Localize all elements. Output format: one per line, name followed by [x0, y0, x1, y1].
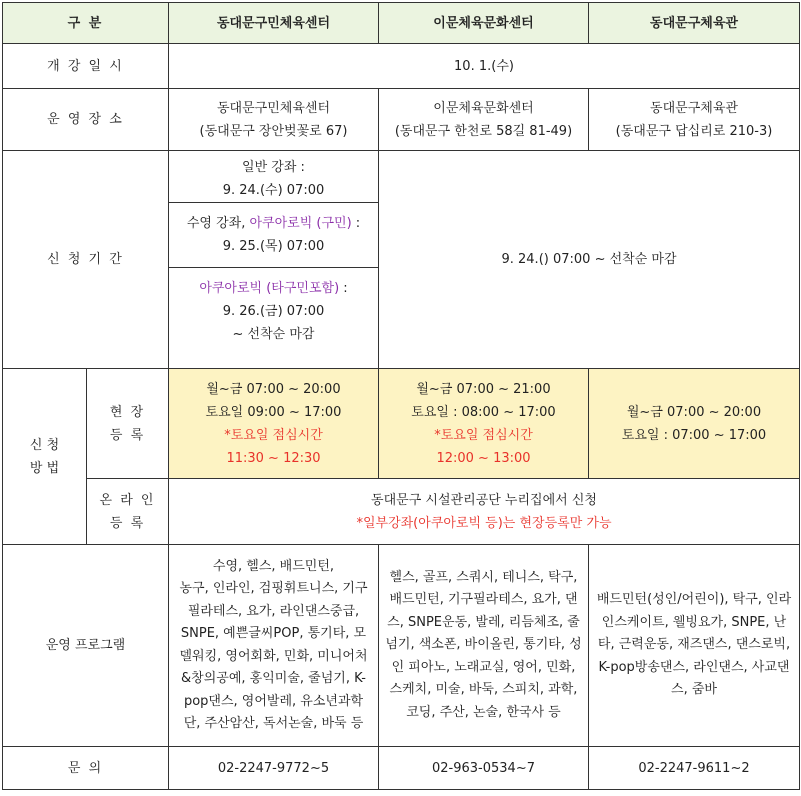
- opening-date: 10. 1.(수): [169, 44, 800, 89]
- apply-period-row: [3, 151, 800, 369]
- header-category: 구 분: [3, 3, 169, 44]
- program-center1: 수영, 헬스, 배드민턴, 농구, 인라인, 검핑휘트니스, 기구 필라테스, 요가, 라인댄스중급, SNPE, 예쁜글씨POP, 통기타, 모 델워킹, 영어회화, 민화, 미니어처 &창의공예, 홍익미술, 줄넘기, K- pop댄스, 영어발레, 유소년과학 단, 주산암산, 독서논술, 바둑 등: [169, 545, 379, 747]
- program-row: [3, 545, 800, 747]
- header-row: [3, 3, 800, 44]
- onsite-row: [3, 369, 800, 479]
- apply-period-label: 신 청 기 간: [3, 151, 169, 369]
- header-center1: 동대문구민체육센터: [169, 3, 379, 44]
- onsite-center3: 월~금 07:00 ~ 20:00 토요일 : 07:00 ~ 17:00: [589, 369, 800, 479]
- facility-info-table: [2, 2, 800, 790]
- contact-center1: 02-2247-9772~5: [169, 747, 379, 790]
- opening-row: [3, 44, 800, 89]
- online-row: [3, 479, 800, 545]
- apply-method-label: 신 청 방 법: [3, 369, 87, 545]
- contact-center3: 02-2247-9611~2: [589, 747, 800, 790]
- venue-center3: 동대문구체육관 (동대문구 답십리로 210-3): [589, 89, 800, 151]
- online-label: 온 라 인 등 록: [87, 479, 169, 545]
- venue-label: 운 영 장 소: [3, 89, 169, 151]
- venue-center1: 동대문구민체육센터 (동대문구 장안벚꽃로 67): [169, 89, 379, 151]
- contact-label: 문 의: [3, 747, 169, 790]
- program-center2: 헬스, 골프, 스쿼시, 테니스, 탁구, 배드민턴, 기구필라테스, 요가, 댄 스, SNPE운동, 발레, 리듬체조, 줄 넘기, 색소폰, 바이올린, 통기타, 성 인 피아노, 노래교실, 영어, 민화, 스케치, 미술, 바둑, 스피치, 과학, 코딩, 주산, 논술, 한국사 등: [379, 545, 589, 747]
- onsite-center2: 월~금 07:00 ~ 21:00 토요일 : 08:00 ~ 17:00 *토요일 점심시간 12:00 ~ 13:00: [379, 369, 589, 479]
- venue-row: [3, 89, 800, 151]
- opening-label: 개 강 일 시: [3, 44, 169, 89]
- onsite-center1: 월~금 07:00 ~ 20:00 토요일 09:00 ~ 17:00 *토요일 점심시간 11:30 ~ 12:30: [169, 369, 379, 479]
- header-center2: 이문체육문화센터: [379, 3, 589, 44]
- apply-period-center1: [169, 151, 379, 369]
- header-center3: 동대문구체육관: [589, 3, 800, 44]
- period-swim: 수영 강좌, 아쿠아로빅 (구민) : 9. 25.(목) 07:00: [169, 203, 378, 268]
- program-label: 운영 프로그램: [3, 545, 169, 747]
- contact-center2: 02-963-0534~7: [379, 747, 589, 790]
- program-center3: 배드민턴(성인/어린이), 탁구, 인라 인스케이트, 웰빙요가, SNPE, 난 타, 근력운동, 재즈댄스, 댄스로빅, K-pop방송댄스, 라인댄스, 사교댄 스, 줌바: [589, 545, 800, 747]
- period-general: 일반 강좌 : 9. 24.(수) 07:00: [169, 152, 378, 203]
- onsite-label: 현 장 등 록: [87, 369, 169, 479]
- contact-row: [3, 747, 800, 790]
- period-aqua: 아쿠아로빅 (타구민포함) : 9. 26.(금) 07:00 ~ 선착순 마감: [199, 280, 348, 342]
- venue-center2: 이문체육문화센터 (동대문구 한천로 58길 81-49): [379, 89, 589, 151]
- apply-period-center23: 9. 24.() 07:00 ~ 선착순 마감: [379, 151, 800, 369]
- online-info: 동대문구 시설관리공단 누리집에서 신청 *일부강좌(아쿠아로빅 등)는 현장등록만 가능: [169, 479, 800, 545]
